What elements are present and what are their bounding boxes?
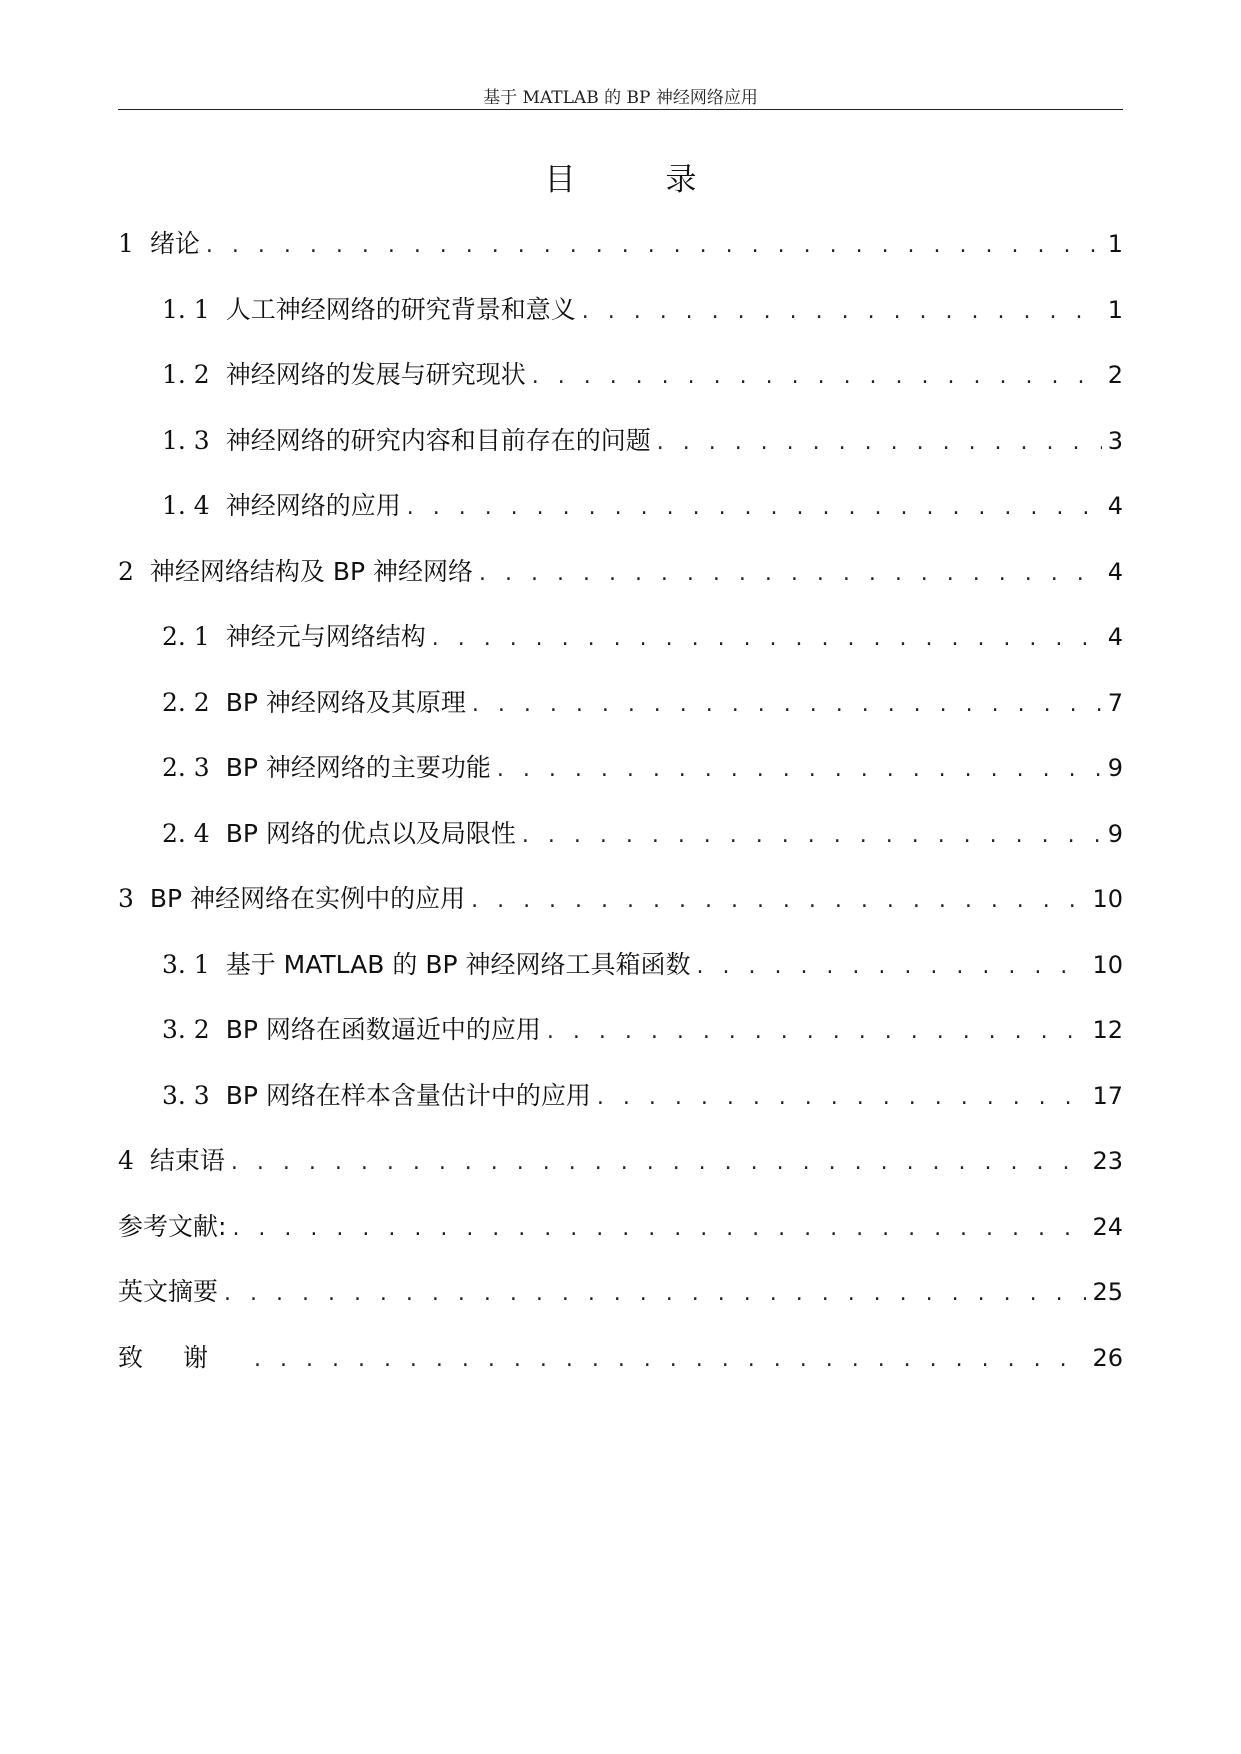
toc-entry[interactable]	[118, 353, 1123, 419]
toc-entry[interactable]	[118, 222, 1123, 288]
toc-entry-number: 2	[118, 556, 134, 586]
dot-leader	[582, 290, 1102, 334]
dot-leader	[254, 1338, 1086, 1382]
toc-entry-number: 3	[118, 884, 134, 913]
toc-entry-page-number: 24	[1092, 1212, 1123, 1241]
toc-entry-page-number: 1	[1107, 295, 1123, 324]
toc-entry-number: 1	[118, 229, 134, 258]
running-header: 基于 MATLAB 的 BP 神经网络应用	[483, 88, 758, 108]
dot-leader	[472, 683, 1102, 727]
toc-entry-page-number: 10	[1092, 950, 1123, 979]
toc-entry-label: 英文摘要	[118, 1277, 219, 1306]
toc-entry-number: 1. 2	[162, 360, 210, 389]
toc-entry[interactable]	[118, 943, 1123, 1009]
toc-entry[interactable]	[118, 1336, 1123, 1402]
toc-entry-number: 4	[118, 1146, 134, 1175]
toc-entry[interactable]	[118, 1074, 1123, 1140]
toc-entry-number: 3. 2	[162, 1015, 210, 1044]
toc-entry-page-number: 12	[1092, 1016, 1123, 1044]
dot-leader	[522, 814, 1102, 858]
toc-entry-page-number: 26	[1092, 1343, 1123, 1372]
toc-entry[interactable]	[118, 419, 1123, 485]
toc-entry-page-number: 7	[1107, 688, 1123, 717]
toc-entry-number: 1. 3	[162, 425, 210, 455]
toc-entry-label: 参考文献:	[118, 1211, 227, 1241]
toc-entry[interactable]	[118, 615, 1123, 681]
dot-leader	[479, 552, 1102, 596]
toc-entry-label: BP 网络在样本含量估计中的应用	[225, 1080, 591, 1110]
dot-leader	[407, 486, 1102, 530]
toc-entry-page-number: 4	[1107, 557, 1123, 586]
dot-leader	[697, 945, 1087, 989]
dot-leader	[224, 1272, 1086, 1316]
dot-leader	[497, 748, 1102, 792]
toc-entry-page-number: 25	[1092, 1278, 1123, 1306]
toc-entry[interactable]	[118, 550, 1123, 616]
toc-entry-label: 绪论	[149, 229, 200, 258]
toc-title: 目录	[544, 162, 787, 198]
dot-leader	[471, 879, 1086, 923]
toc-entry-number: 2. 4	[162, 818, 210, 848]
toc-entry-number: 3. 3	[162, 1080, 210, 1110]
toc-entry-page-number: 4	[1107, 492, 1123, 520]
toc-entry[interactable]	[118, 1008, 1123, 1074]
toc-entry-label: 人工神经网络的研究背景和意义	[225, 294, 576, 324]
dot-leader	[597, 1076, 1087, 1120]
dot-leader	[657, 421, 1102, 465]
toc-entry-label: 神经网络的研究内容和目前存在的问题	[225, 425, 651, 455]
toc-entry-label: BP 神经网络在实例中的应用	[149, 884, 466, 913]
toc-entry-number: 1. 1	[162, 294, 210, 324]
dot-leader	[532, 355, 1102, 399]
toc-entry-page-number: 3	[1107, 426, 1123, 455]
toc-entry-label: BP 神经网络及其原理	[225, 687, 466, 717]
toc-entry[interactable]	[118, 877, 1123, 943]
toc-entry-number: 1. 4	[162, 491, 210, 520]
toc-entry-page-number: 1	[1107, 230, 1123, 258]
toc-entry[interactable]	[118, 1205, 1123, 1271]
toc-entry[interactable]	[118, 1270, 1123, 1336]
toc-entry-label: 神经网络的应用	[225, 491, 401, 520]
toc-entry-label: 基于 MATLAB 的 BP 神经网络工具箱函数	[225, 949, 691, 979]
dot-leader	[206, 224, 1102, 268]
toc-entry-number: 3. 1	[162, 949, 210, 979]
toc-entry-page-number: 10	[1092, 885, 1123, 913]
dot-leader	[432, 617, 1102, 661]
toc-entry-page-number: 9	[1107, 819, 1123, 848]
toc-entry-label: 神经网络结构及 BP 神经网络	[149, 556, 474, 586]
toc-entry-page-number: 9	[1107, 754, 1123, 782]
toc-entry-page-number: 4	[1107, 623, 1123, 651]
toc-entry[interactable]	[118, 288, 1123, 354]
header-rule	[118, 109, 1123, 110]
toc-entry-page-number: 2	[1107, 361, 1123, 389]
dot-leader	[231, 1141, 1087, 1185]
toc-entry-page-number: 17	[1092, 1081, 1123, 1110]
toc-entry[interactable]	[118, 484, 1123, 550]
dot-leader	[547, 1010, 1087, 1054]
toc-entry-label: 神经网络的发展与研究现状	[225, 360, 526, 389]
toc-entry[interactable]	[118, 746, 1123, 812]
toc-entry[interactable]	[118, 1139, 1123, 1205]
toc-entry[interactable]	[118, 681, 1123, 747]
table-of-contents	[118, 222, 1123, 1401]
toc-entry-label: BP 网络在函数逼近中的应用	[225, 1015, 541, 1044]
toc-entry-label: 神经元与网络结构	[225, 622, 426, 651]
toc-entry-page-number: 23	[1092, 1147, 1123, 1175]
toc-entry-number: 2. 3	[162, 753, 210, 782]
toc-entry-label: 结束语	[149, 1146, 225, 1175]
toc-entry[interactable]	[118, 812, 1123, 878]
toc-entry-label: 致谢	[118, 1342, 249, 1372]
toc-entry-number: 2. 1	[162, 622, 210, 651]
toc-entry-label: BP 神经网络的主要功能	[225, 753, 491, 782]
toc-entry-label: BP 网络的优点以及局限性	[225, 818, 516, 848]
toc-entry-number: 2. 2	[162, 687, 210, 717]
dot-leader	[232, 1207, 1086, 1251]
